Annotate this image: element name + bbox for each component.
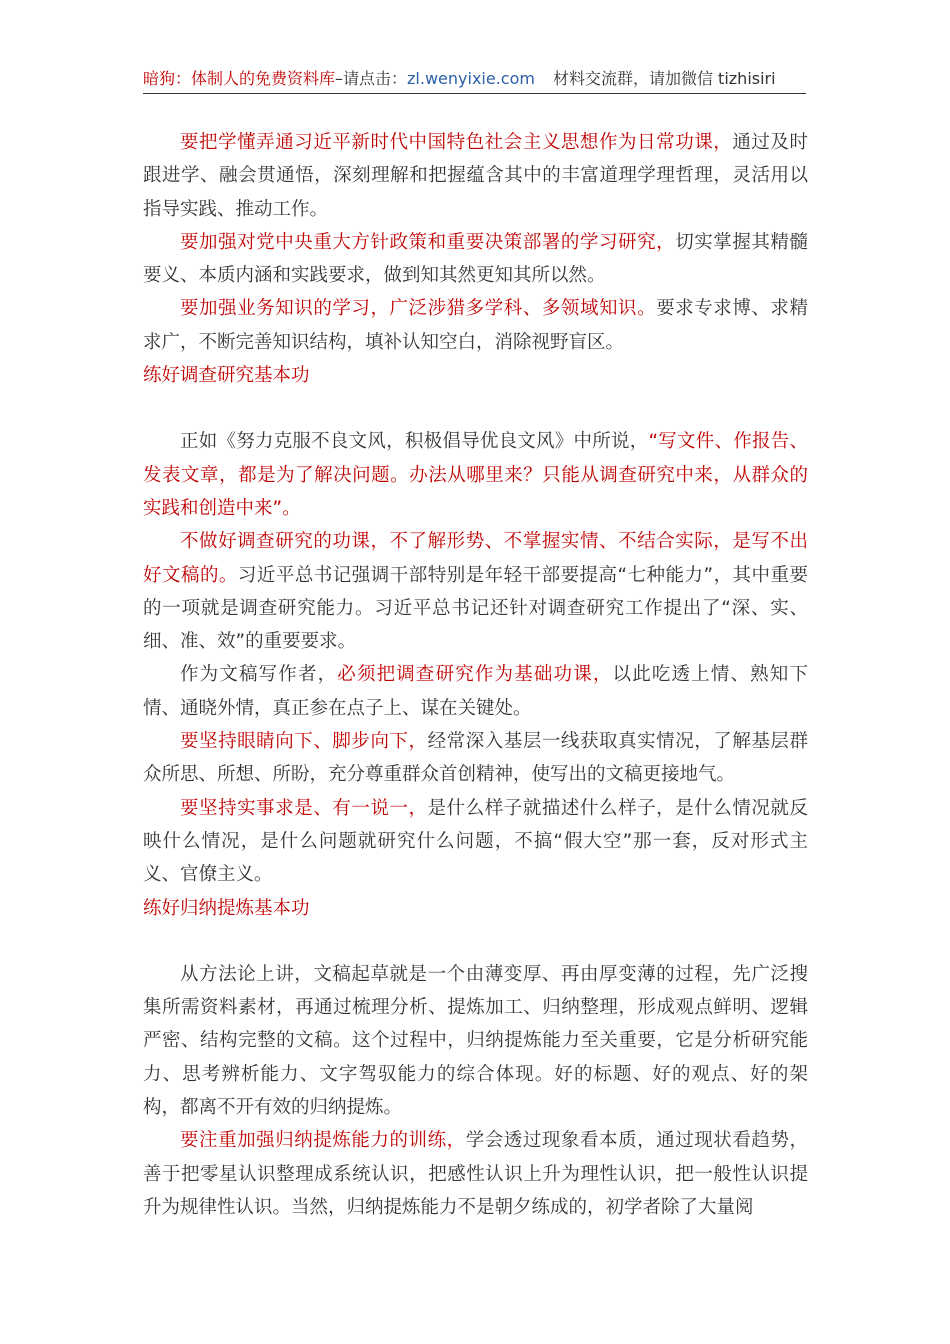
paragraph-9 [143,958,808,1124]
paragraph-4 [143,425,808,525]
paragraph-5-text: 习近平总书记强调干部特别是年轻干部要提高“七种能力”，其中重要的一项就是调查研究能力。习近平总书记还针对调查研究工作提出了“深、实、细、准、效”的重要要求。 [143,564,808,653]
header-click-prompt: –请点击： [335,69,408,88]
paragraph-7-highlight: 要坚持眼睛向下、脚步向下， [180,731,428,753]
paragraph-2 [143,226,808,293]
paragraph-8-highlight: 要坚持实事求是、有一说一， [180,797,428,819]
paragraph-7-text: 经常深入基层一线获取真实情况，了解基层群众所思、所想、所盼，充分尊重群众首创精神，使写出的文稿更接地气。 [143,731,808,786]
paragraph-1-highlight: 要把学懂弄通习近平新时代中国特色社会主义思想作为日常功课， [180,132,733,153]
paragraph-6-lead: 作为文稿写作者， [180,664,338,686]
section-heading-summarize: 练好归纳提炼基本功 [143,897,310,919]
document-body [143,126,808,1224]
paragraph-2-text: 切实掌握其精髓要义、本质内涵和实践要求，做到知其然更知其所以然。 [143,231,808,287]
paragraph-6-text: 以此吃透上情、熟知下情、通晓外情，真正参在点子上、谋在关键处。 [143,664,808,719]
page-header [143,68,806,94]
header-url-link[interactable]: zl.wenyixie.com [407,69,535,88]
header-site-name: 暗狗：体制人的免费资料库 [143,69,336,88]
paragraph-9-text: 从方法论上讲，文稿起草就是一个由薄变厚、再由厚变薄的过程，先广泛搜集所需资料素材，再通过梳理分析、提炼加工、归纳整理，形成观点鲜明、逻辑严密、结构完整的文稿。这个过程中，归纳提炼能力至关重要，它是分析研究能力、思考辨析能力、文字驾驭能力的综合体现。好的标题、好的观点、好的架构，都离不开有效的归纳提炼。 [143,963,808,1119]
paragraph-4-text: 正如《努力克服不良文风，积极倡导优良文风》中所说， [180,431,649,453]
paragraph-4-quote: “写文件、作报告、发表文章，都是为了解决问题。办法从哪里来？只能从调查研究中来，从群众的实践和创造中来”。 [143,431,808,519]
paragraph-6-highlight: 必须把调查研究作为基础功课， [337,664,613,686]
paragraph-10-highlight: 要注重加强归纳提炼能力的训练， [180,1130,466,1152]
paragraph-1-text: 通过及时跟进学、融会贯通悟，深刻理解和把握蕴含其中的丰富道理学理哲理，灵活用以指导实践、推动工作。 [143,132,808,220]
paragraph-8 [143,792,808,892]
paragraph-6 [143,658,808,725]
paragraph-1 [143,126,808,226]
paragraph-5 [143,525,808,658]
paragraph-2-highlight: 要加强对党中央重大方针政策和重要决策部署的学习研究， [180,231,676,253]
section-heading-research: 练好调查研究基本功 [143,365,310,387]
paragraph-3-text: 要求专求博、求精求广，不断完善知识结构，填补认知空白，消除视野盲区。 [143,298,808,353]
paragraph-5-highlight: 不做好调查研究的功课，不了解形势、不掌握实情、不结合实际，是写不出好文稿的。 [143,531,808,586]
paragraph-3-highlight: 要加强业务知识的学习，广泛涉猎多学科、多领域知识。 [180,298,657,320]
header-group-note: 材料交流群，请加微信 tizhisiri [552,69,776,88]
paragraph-8-text: 是什么样子就描述什么样子，是什么情况就反映什么情况，是什么问题就研究什么问题，不搞“假大空”那一套，反对形式主义、官僚主义。 [143,797,808,886]
paragraph-7 [143,725,808,792]
paragraph-10 [143,1124,808,1224]
paragraph-3 [143,292,808,359]
paragraph-10-text: 学会透过现象看本质，通过现状看趋势，善于把零星认识整理成系统认识，把感性认识上升为理性认识，把一般性认识提升为规律性认识。当然，归纳提炼能力不是朝夕练成的，初学者除了大量阅 [143,1130,808,1218]
